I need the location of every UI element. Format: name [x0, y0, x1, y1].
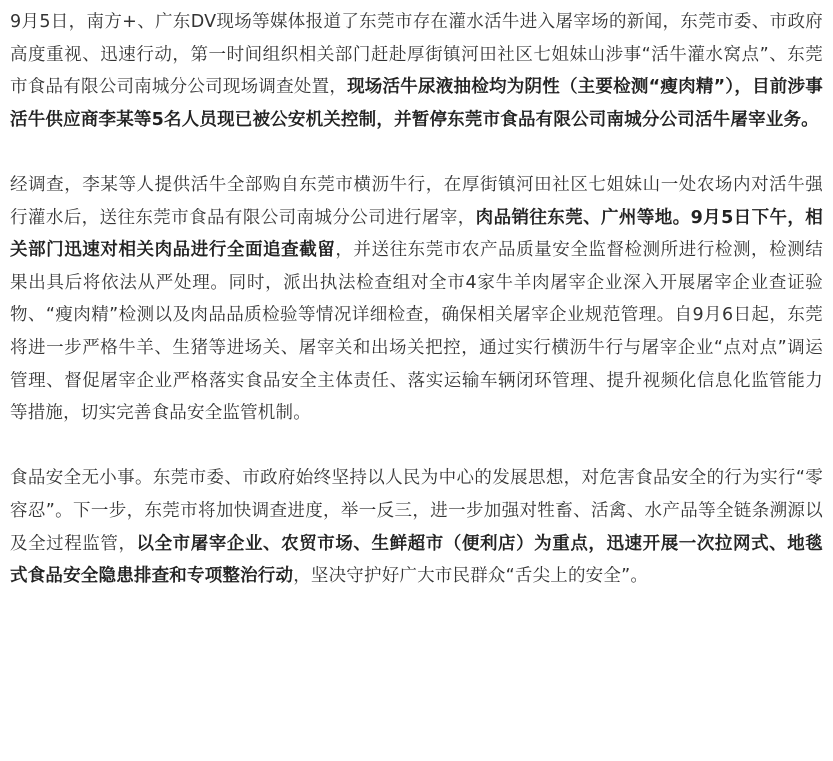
paragraph-3-bold-text: 以全市屠宰企业、农贸市场、生鲜超市（便利店）为重点，迅速开展一次拉网式、地毯式食品安全隐患排查和专项整治行动 [10, 533, 823, 587]
paragraph-3-text-continued: ，坚决守护好广大市民群众“舌尖上的安全”。 [293, 566, 649, 587]
paragraph-3 [10, 462, 823, 592]
paragraph-1-bold-text: 现场活牛尿液抽检均为阴性（主要检测“瘦肉精”），目前涉事活牛供应商李某等5名人员现已被公安机关控制，并暂停东莞市食品有限公司南城分公司活牛屠宰业务。 [10, 77, 823, 130]
paragraph-2-text-continued: ，并送往东莞市农产品质量安全监督检测所进行检测，检测结果出具后将依法从严处理。同时，派出执法检查组对全市4家牛羊肉屠宰企业深入开展屠宰企业查证验物、“瘦肉精”检测以及肉品品质检验等情况详细检查，确保相关屠宰企业规范管理。自9月6日起，东莞将进一步严格牛羊、生猪等进场关、屠宰关和出场关把控，通过实行横沥牛行与屠宰企业“点对点”调运管理、督促屠宰企业严格落实食品安全主体责任、落实运输车辆闭环管理、提升视频化信息化监管能力等措施，切实完善食品安全监管机制。 [10, 240, 823, 424]
paragraph-3-text: 食品安全无小事。东莞市委、市政府始终坚持以人民为中心的发展思想，对危害食品安全的行为实行“零容忍”。下一步，东莞市将加快调查进度，举一反三，进一步加强对牲畜、活禽、水产品等全链条溯源以及全过程监管， [10, 468, 823, 554]
paragraph-1 [10, 6, 823, 136]
paragraph-2 [10, 169, 823, 430]
paragraph-2-bold-text: 肉品销往东莞、广州等地。9月5日下午，相关部门迅速对相关肉品进行全面追查截留 [10, 207, 823, 261]
paragraph-2-text: 经调查，李某等人提供活牛全部购自东莞市横沥牛行，在厚街镇河田社区七姐妹山一处农场内对活牛强行灌水后，送往东莞市食品有限公司南城分公司进行屠宰， [10, 174, 823, 228]
paragraph-1-text: 9月5日，南方+、广东DV现场等媒体报道了东莞市存在灌水活牛进入屠宰场的新闻，东莞市委、市政府高度重视、迅速行动，第一时间组织相关部门赶赴厚街镇河田社区七姐妹山涉事“活牛灌水窝点”、东莞市食品有限公司南城分公司现场调查处置， [10, 12, 823, 98]
